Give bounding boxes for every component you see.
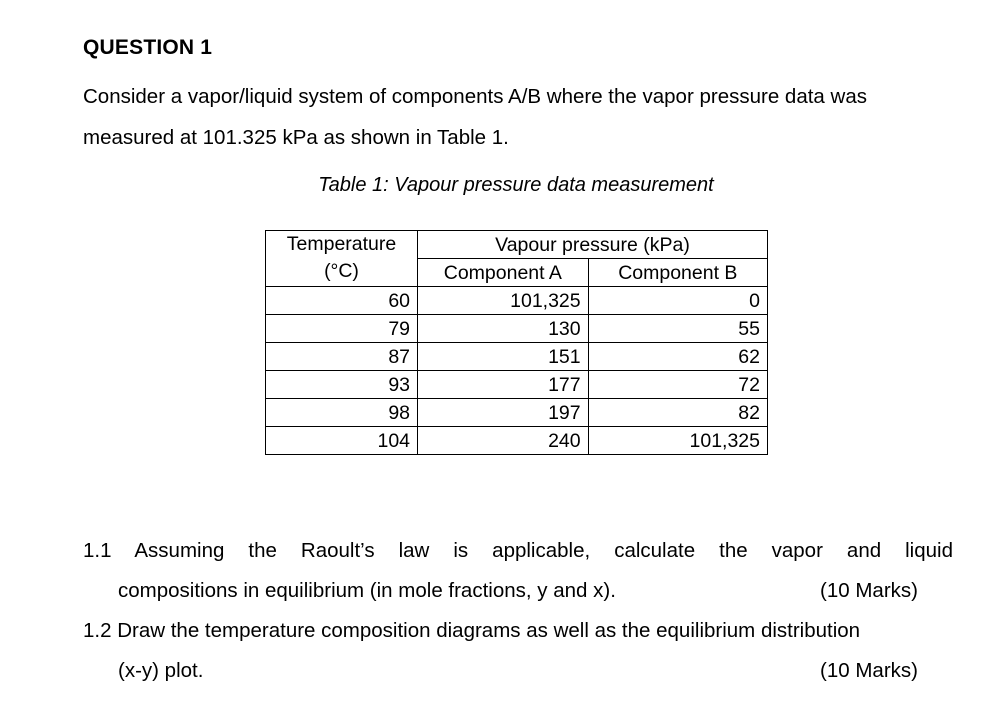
header-component-a: Component A	[418, 259, 589, 287]
cell-temperature: 79	[266, 315, 418, 343]
header-temperature	[266, 231, 418, 287]
cell-component-b: 62	[588, 343, 767, 371]
cell-component-a: 240	[418, 427, 589, 455]
question-list	[83, 531, 953, 691]
question-1-1-line-1: 1.1 Assuming the Raoult’s law is applicable, calculate the vapor and liquid	[83, 539, 953, 562]
table-row	[266, 343, 768, 371]
cell-temperature: 60	[266, 287, 418, 315]
question-1-2-marks: (10 Marks)	[820, 659, 918, 682]
table-row	[266, 315, 768, 343]
cell-temperature: 98	[266, 399, 418, 427]
header-temperature-unit: (°C)	[324, 260, 359, 282]
question-1-1-line-2	[83, 571, 953, 611]
table-header-row	[266, 231, 768, 259]
vapour-pressure-table	[265, 230, 768, 455]
table-row	[266, 287, 768, 315]
question-1-2-line-2	[83, 651, 953, 691]
question-1-1-text: compositions in equilibrium (in mole fractions, y and x).	[118, 579, 616, 602]
cell-component-b: 72	[588, 371, 767, 399]
cell-component-b: 82	[588, 399, 767, 427]
cell-component-a: 130	[418, 315, 589, 343]
header-temperature-label: Temperature	[286, 233, 397, 255]
table-caption: Table 1: Vapour pressure data measurement	[318, 174, 714, 196]
question-1-2-line-1: 1.2 Draw the temperature composition diagrams as well as the equilibrium distribution	[83, 619, 861, 642]
cell-component-a: 101,325	[418, 287, 589, 315]
header-component-b: Component B	[588, 259, 767, 287]
question-1-1-marks: (10 Marks)	[820, 579, 918, 602]
header-vapour-pressure: Vapour pressure (kPa)	[418, 231, 768, 259]
question-1-2-text: (x-y) plot.	[118, 659, 204, 682]
cell-component-a: 177	[418, 371, 589, 399]
cell-component-b: 101,325	[588, 427, 767, 455]
intro-line-2: measured at 101.325 kPa as shown in Table 1.	[83, 126, 509, 149]
cell-component-a: 151	[418, 343, 589, 371]
table-row	[266, 399, 768, 427]
intro-paragraph	[83, 76, 963, 158]
cell-component-b: 0	[588, 287, 767, 315]
cell-component-a: 197	[418, 399, 589, 427]
intro-line-1: Consider a vapor/liquid system of components A/B where the vapor pressure data was	[83, 85, 867, 108]
table-row	[266, 427, 768, 455]
cell-temperature: 104	[266, 427, 418, 455]
cell-temperature: 87	[266, 343, 418, 371]
cell-temperature: 93	[266, 371, 418, 399]
table-row	[266, 371, 768, 399]
question-heading: QUESTION 1	[83, 36, 213, 59]
cell-component-b: 55	[588, 315, 767, 343]
